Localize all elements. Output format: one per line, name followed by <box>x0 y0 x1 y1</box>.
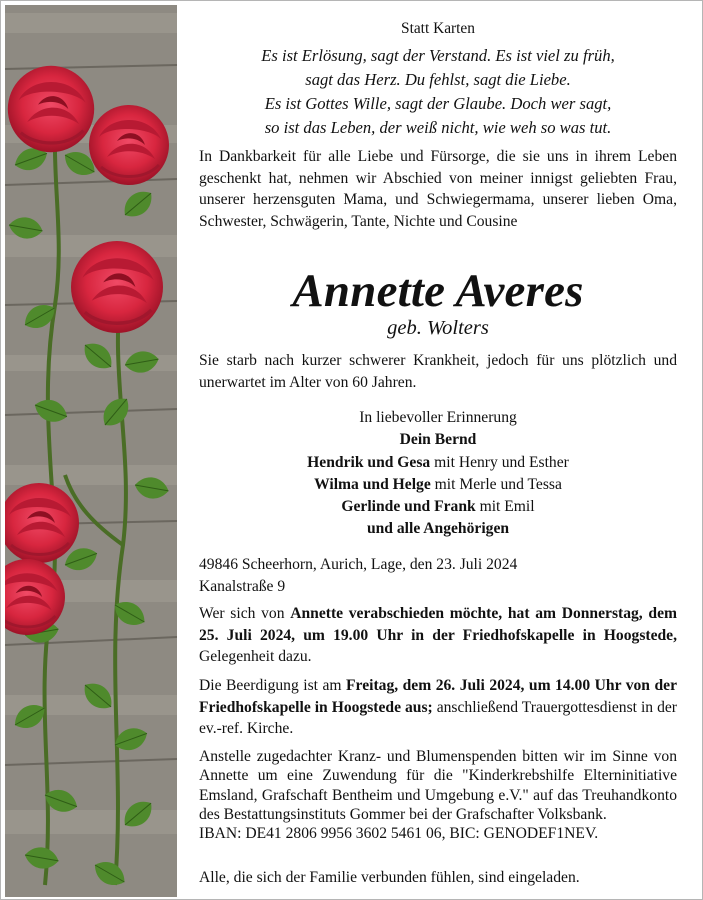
intro-paragraph: In Dankbarkeit für alle Liebe und Fürsorge, die sie uns in ihrem Leben geschenkt hat, nehmen wir Abschied von meiner innigst geliebten Frau, unserer herzensguten Mama, und Schwiegermama, unserer lieben Oma, Schwester, Schwägerin, Tante, Nichte und Cousine <box>199 148 677 230</box>
farewell-paragraph <box>199 603 677 668</box>
farewell-text-end: Gelegenheit dazu. <box>199 648 312 665</box>
closing-line: Alle, die sich der Familie verbunden fühlen, sind eingeladen. <box>199 869 580 886</box>
address: Kanalstraße 9 <box>199 577 286 595</box>
poem <box>199 44 677 140</box>
header-statt-karten: Statt Karten <box>401 20 475 37</box>
burial-text-end: anschließend Trauergottesdienst in der ev.-ref. Kirche. <box>199 698 677 737</box>
death-note: Sie starb nach kurzer schwerer Krankheit, jedoch für uns plötzlich und unerwartet im Alter von 60 Jahren. <box>199 352 677 391</box>
bank-details: IBAN: DE41 2806 9956 3602 5461 06, BIC: GENODEF1NEV. <box>199 825 599 843</box>
poem-line: Es ist Gottes Wille, sagt der Glaube. Doch wer sagt, <box>264 94 612 113</box>
mourner-names: Dein Bernd <box>399 431 477 449</box>
mourner-extra: mit Henry und Esther <box>430 453 569 471</box>
roses-illustration <box>5 5 177 897</box>
mourner-line <box>199 474 677 496</box>
donations-paragraph: Anstelle zugedachter Kranz- und Blumenspenden bitten wir im Sinne von Annette um eine Zuwendung für die "Kinderkrebshilfe Elterninitiative Emsland, Grafschaft Bentheim und Umgebung e.V." auf das Treuhandkonto des Bestattungsinstituts Gommer bei der Grafschafter Volksbank. <box>199 748 677 823</box>
mourner-names: Gerlinde und Frank <box>341 498 476 516</box>
place-date-block <box>199 554 677 597</box>
notice-text <box>199 1 677 900</box>
donations-block <box>199 747 677 843</box>
roses-photo <box>5 5 177 897</box>
mourner-names: Hendrik und Gesa <box>307 453 431 471</box>
mourner-line <box>199 429 677 451</box>
poem-line: so ist das Leben, der weiß nicht, wie weh so was tut. <box>264 118 612 137</box>
mourner-line <box>199 452 677 474</box>
mourner-names: Wilma und Helge <box>314 475 431 493</box>
farewell-details: Annette verabschieden möchte, hat am Donnerstag, dem 25. Juli 2024, um 19.00 Uhr in der Friedhofskapelle in Hoogstede, <box>199 605 677 644</box>
place-date: 49846 Scheerhorn, Aurich, Lage, den 23. Juli 2024 <box>199 556 518 573</box>
deceased-name: Annette Averes <box>292 265 584 317</box>
mourner-names: und alle Angehörigen <box>366 520 510 538</box>
burial-paragraph <box>199 675 677 740</box>
poem-line: Es ist Erlösung, sagt der Verstand. Es ist viel zu früh, <box>261 46 615 65</box>
mourner-extra: mit Emil <box>475 498 535 516</box>
burial-text: Die Beerdigung ist am <box>199 677 347 694</box>
poem-line: sagt das Herz. Du fehlst, sagt die Liebe. <box>305 70 571 89</box>
farewell-text: Wer sich von <box>199 605 291 622</box>
mourners-list <box>199 407 677 541</box>
mourner-line <box>199 518 677 540</box>
burial-details: Freitag, dem 26. Juli 2024, um 14.00 Uhr von der Friedhofskapelle in Hoogstede aus; <box>199 677 677 716</box>
mourner-line <box>199 496 677 518</box>
mourner-extra: mit Merle und Tessa <box>430 475 562 493</box>
birth-name: geb. Wolters <box>387 317 489 339</box>
mourners-heading: In liebevoller Erinnerung <box>359 409 517 426</box>
